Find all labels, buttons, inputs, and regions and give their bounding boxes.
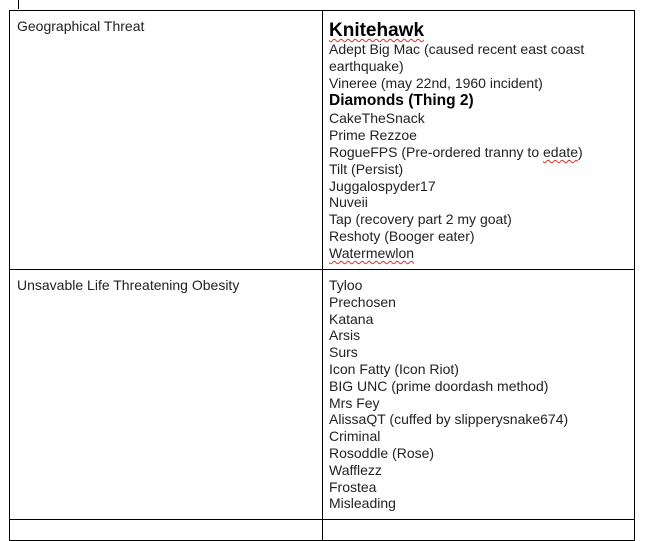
list-item-text: Frostea <box>329 478 377 495</box>
list-item <box>329 495 634 512</box>
category-cell[interactable] <box>10 270 323 520</box>
list-item <box>329 344 634 361</box>
list-item <box>329 294 634 311</box>
list-item <box>329 361 634 378</box>
list-item-text: Surs <box>329 344 358 361</box>
list-item-text: BIG UNC (prime doordash method) <box>329 377 549 394</box>
names-cell[interactable] <box>323 270 635 520</box>
list-item <box>329 311 634 328</box>
list-item-text: Criminal <box>329 428 381 445</box>
list-item <box>329 327 634 344</box>
list-item-text: Rosoddle (Rose) <box>329 444 435 461</box>
table-row <box>10 520 635 541</box>
list-item <box>329 41 634 75</box>
list-item <box>329 194 634 211</box>
list-item-text: Icon Fatty (Icon Riot) <box>329 360 459 377</box>
list-item-text: Vineree (may 22nd, 1960 incident) <box>329 74 543 91</box>
list-item-text: Tilt (Persist) <box>329 160 404 177</box>
names-list <box>323 11 634 262</box>
list-item <box>329 395 634 412</box>
names-cell[interactable] <box>323 11 635 270</box>
names-list <box>323 270 634 512</box>
list-item <box>329 75 634 92</box>
list-item-text: RogueFPS (Pre-ordered tranny to <box>329 143 543 160</box>
empty-cell[interactable] <box>10 520 323 541</box>
list-item-text: Katana <box>329 310 374 327</box>
list-item-text: Prechosen <box>329 293 396 310</box>
list-item <box>329 462 634 479</box>
list-item <box>329 110 634 127</box>
list-item <box>329 228 634 245</box>
category-label: Geographical Threat <box>17 18 145 34</box>
list-item-text: Tyloo <box>329 277 363 293</box>
list-item <box>329 144 634 161</box>
list-item-text-end: ) <box>578 143 583 160</box>
list-item-text: Knitehawk <box>329 20 425 41</box>
list-item-text: Diamonds (Thing 2) <box>329 92 474 110</box>
list-item <box>329 428 634 445</box>
list-item-text: Tap (recovery part 2 my goat) <box>329 211 512 228</box>
list-item <box>329 161 634 178</box>
misspelled-word: edate <box>543 143 579 160</box>
document-table <box>9 10 635 541</box>
list-item-text: Mrs Fey <box>329 394 380 411</box>
list-item-text: Prime Rezzoe <box>329 127 417 144</box>
list-item-text: Juggalospyder17 <box>329 177 436 194</box>
list-item-text: Arsis <box>329 327 361 344</box>
table-row <box>10 11 635 270</box>
list-heading <box>329 20 634 41</box>
list-item <box>329 445 634 462</box>
list-item-text: CakeTheSnack <box>329 110 425 127</box>
list-item-text: Misleading <box>329 495 396 512</box>
list-heading <box>329 91 634 110</box>
list-item <box>329 127 634 144</box>
text-cursor <box>18 0 19 9</box>
list-item <box>329 411 634 428</box>
category-label: Unsavable Life Threatening Obesity <box>17 277 240 293</box>
list-item-text: Watermewlon <box>329 244 415 261</box>
list-item-text: Wafflezz <box>329 461 382 478</box>
category-cell[interactable] <box>10 11 323 270</box>
list-item <box>329 178 634 195</box>
list-item-text: Reshoty (Booger eater) <box>329 227 475 244</box>
list-item-text: Nuveii <box>329 194 368 211</box>
list-item-text: Adept Big Mac (caused recent east coast earthquake) <box>329 41 585 74</box>
list-item-text: AlissaQT (cuffed by slipperysnake674) <box>329 411 569 428</box>
list-item <box>329 479 634 496</box>
list-item <box>329 211 634 228</box>
empty-cell[interactable] <box>323 520 635 541</box>
list-item <box>329 378 634 395</box>
list-item <box>329 277 634 294</box>
table-row <box>10 270 635 520</box>
list-item <box>329 245 634 262</box>
